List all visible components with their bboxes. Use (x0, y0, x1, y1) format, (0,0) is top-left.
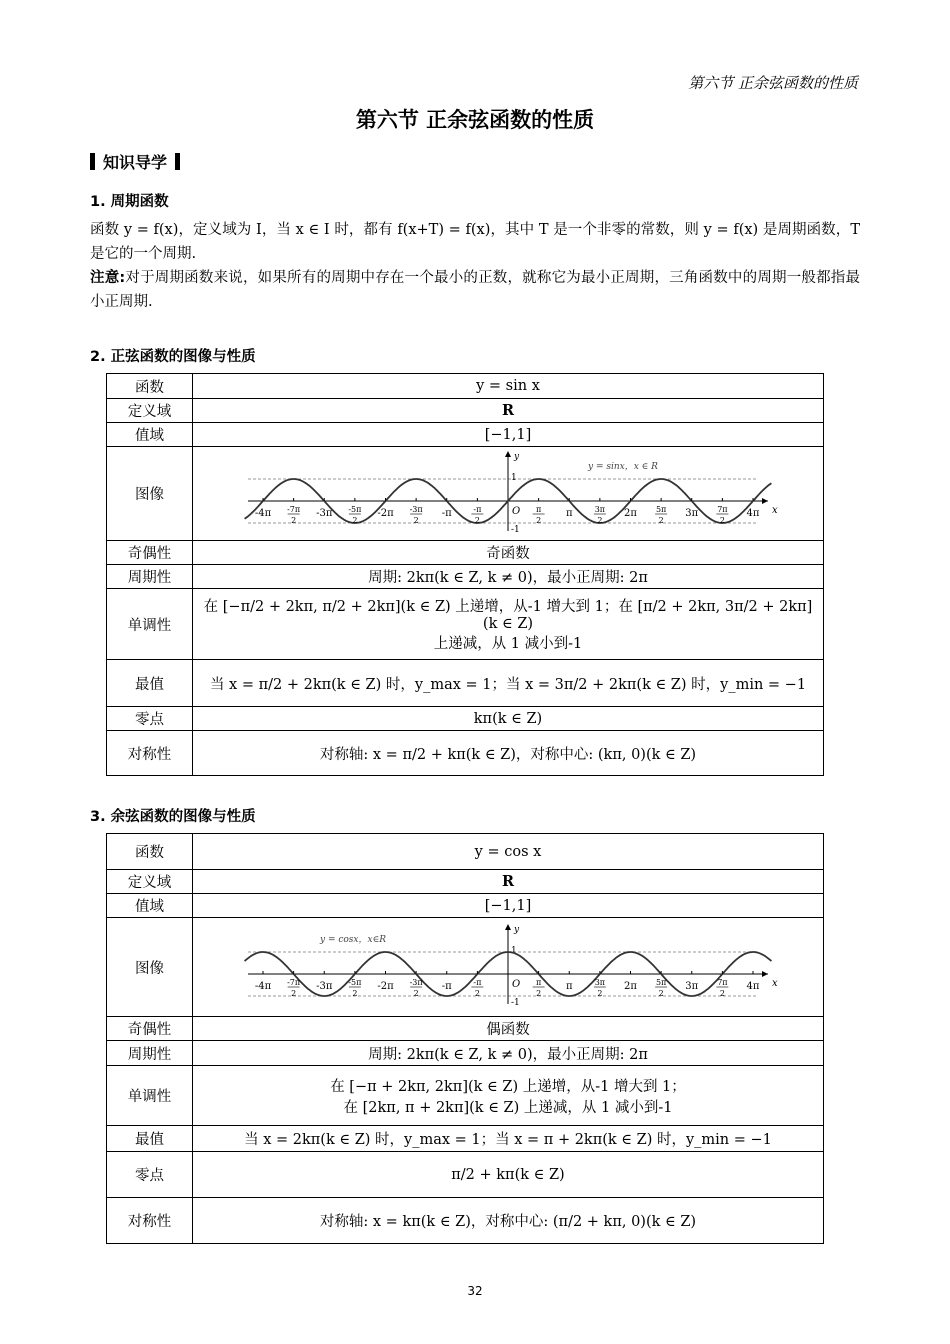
table-row (107, 870, 824, 894)
periodic-note (90, 266, 860, 314)
x-tick-denominator: 2 (536, 989, 542, 998)
row-value: 周期: 2kπ(k ∈ Z, k ≠ 0)，最小正周期: 2π (193, 565, 824, 589)
table-row (107, 541, 824, 565)
row-label: 函数 (107, 374, 193, 399)
y-axis-label: y (514, 925, 520, 935)
graph-legend: y = cosx，x∈R (320, 935, 387, 945)
row-value (193, 1066, 824, 1126)
x-axis-arrow (762, 971, 768, 977)
x-tick-denominator: 2 (291, 989, 297, 998)
table-row (107, 447, 824, 541)
note-label: 注意: (90, 270, 126, 286)
x-tick-label: -4π (254, 507, 272, 519)
row-value: kπ(k ∈ Z) (193, 707, 824, 731)
x-tick-label: 4π (746, 981, 760, 992)
row-value (193, 589, 824, 660)
row-value: R (193, 870, 824, 894)
row-value: 奇函数 (193, 541, 824, 565)
x-tick-denominator: 2 (291, 515, 297, 525)
x-tick-label: 4π (746, 507, 760, 519)
y-bottom-label: -1 (511, 524, 520, 535)
x-tick-numerator: -3π (409, 504, 423, 514)
row-label: 定义域 (107, 399, 193, 423)
x-tick-denominator: 2 (658, 515, 664, 525)
x-tick-numerator: -7π (287, 978, 301, 987)
x-tick-denominator: 2 (597, 515, 603, 525)
row-value-line: 上递减，从 1 减小到-1 (433, 636, 583, 652)
y-axis-arrow (505, 924, 511, 930)
y-top-label: 1 (511, 472, 517, 483)
table-row (107, 565, 824, 589)
x-tick-denominator: 2 (474, 515, 480, 525)
table-row (107, 423, 824, 447)
x-axis-label: x (772, 978, 778, 989)
x-axis-label: x (772, 504, 778, 516)
page-number: 32 (467, 1284, 483, 1298)
x-tick-numerator: -5π (348, 504, 362, 514)
y-axis-arrow (505, 451, 511, 457)
table-row (107, 1066, 824, 1126)
sine-graph (228, 449, 788, 539)
row-value: y = cos x (193, 834, 824, 870)
x-tick-denominator: 2 (413, 989, 419, 998)
x-tick-numerator: 3π (594, 504, 606, 514)
page-title: 第六节 正余弦函数的性质 (355, 108, 595, 132)
row-value: 偶函数 (193, 1017, 824, 1041)
row-label: 值域 (107, 894, 193, 918)
x-tick-denominator: 2 (536, 515, 542, 525)
y-axis-label: y (514, 451, 520, 462)
x-tick-numerator: -5π (348, 978, 362, 987)
x-tick-numerator: -π (473, 978, 482, 987)
row-value: [−1,1] (193, 894, 824, 918)
x-tick-numerator: 5π (655, 978, 667, 987)
x-tick-denominator: 2 (719, 989, 725, 998)
table-row (107, 1198, 824, 1244)
table-row (107, 918, 824, 1017)
x-tick-label: π (565, 507, 573, 519)
sine-graph-cell (193, 447, 824, 541)
x-tick-label: 2π (624, 507, 637, 519)
row-label: 图像 (107, 447, 193, 541)
table-row (107, 589, 824, 660)
x-tick-label: -3π (316, 981, 333, 992)
x-tick-numerator: -7π (287, 504, 301, 514)
table-row (107, 1017, 824, 1041)
x-tick-label: -2π (377, 981, 394, 992)
sine-heading: 2. 正弦函数的图像与性质 (90, 349, 256, 365)
x-tick-denominator: 2 (413, 515, 419, 525)
table-row (107, 660, 824, 707)
table-row (107, 1041, 824, 1066)
section-heading-text: 知识导学 (103, 153, 168, 172)
x-tick-label: 2π (624, 981, 637, 992)
row-label: 周期性 (107, 565, 193, 589)
row-label: 对称性 (107, 731, 193, 776)
row-label: 值域 (107, 423, 193, 447)
x-tick-numerator: -π (473, 504, 482, 514)
graph-legend: y = sinx，x ∈ R (588, 461, 658, 472)
row-value-line: 在 [2kπ, π + 2kπ](k ∈ Z) 上递减，从 1 减小到-1 (343, 1099, 673, 1116)
heading-bar-left (90, 153, 95, 170)
note-text: 对于周期函数来说，如果所有的周期中存在一个最小的正数，就称它为最小正周期，三角函数中的周期一般都指最小正周期. (90, 270, 860, 310)
x-tick-denominator: 2 (352, 515, 358, 525)
periodic-definition: 函数 y = f(x)，定义域为 I，当 x ∈ I 时，都有 f(x+T) = f(x)，其中 T 是一个非零的常数，则 y = f(x) 是周期函数，T 是它的一个周期. (90, 222, 860, 262)
x-tick-denominator: 2 (352, 989, 358, 998)
row-label: 单调性 (107, 1066, 193, 1126)
table-row (107, 894, 824, 918)
x-tick-denominator: 2 (658, 989, 664, 998)
table-row (107, 1152, 824, 1198)
x-tick-label: -3π (316, 507, 333, 519)
row-label: 图像 (107, 918, 193, 1017)
sine-table (106, 373, 824, 776)
x-tick-numerator: π (535, 504, 542, 514)
origin-label: O (512, 505, 521, 517)
table-row (107, 1126, 824, 1152)
x-tick-label: 3π (685, 981, 699, 992)
x-tick-label: -4π (254, 981, 272, 992)
x-tick-denominator: 2 (474, 989, 480, 998)
cosine-heading: 3. 余弦函数的图像与性质 (90, 809, 256, 825)
heading-bar-right (175, 153, 180, 170)
row-value: 当 x = 2kπ(k ∈ Z) 时，y_max = 1；当 x = π + 2kπ(k ∈ Z) 时，y_min = −1 (193, 1126, 824, 1152)
x-tick-label: π (565, 981, 573, 992)
x-axis-arrow (762, 498, 768, 504)
row-value-line: 在 [−π/2 + 2kπ, π/2 + 2kπ](k ∈ Z) 上递增，从-1 增大到 1；在 [π/2 + 2kπ, 3π/2 + 2kπ](k ∈ Z) (203, 599, 813, 632)
row-value: 对称轴: x = kπ(k ∈ Z)，对称中心: (π/2 + kπ, 0)(k ∈ Z) (193, 1198, 824, 1244)
x-tick-numerator: 3π (594, 978, 606, 987)
row-label: 奇偶性 (107, 541, 193, 565)
running-title: 第六节 正余弦函数的性质 (688, 74, 858, 92)
y-bottom-label: -1 (511, 998, 520, 1008)
row-value: π/2 + kπ(k ∈ Z) (193, 1152, 824, 1198)
table-row (107, 707, 824, 731)
section-heading (90, 150, 180, 173)
row-label: 单调性 (107, 589, 193, 660)
cosine-table (106, 833, 824, 1244)
x-tick-label: -π (441, 981, 452, 992)
origin-label: O (512, 979, 521, 990)
x-tick-denominator: 2 (597, 989, 603, 998)
row-label: 定义域 (107, 870, 193, 894)
cosine-graph-cell (193, 918, 824, 1017)
table-row (107, 834, 824, 870)
x-tick-label: -π (441, 507, 452, 519)
row-label: 对称性 (107, 1198, 193, 1244)
table-row (107, 374, 824, 399)
row-label: 周期性 (107, 1041, 193, 1066)
row-label: 函数 (107, 834, 193, 870)
row-value: 对称轴: x = π/2 + kπ(k ∈ Z)，对称中心: (kπ, 0)(k ∈ Z) (193, 731, 824, 776)
row-label: 零点 (107, 707, 193, 731)
row-value: 当 x = π/2 + 2kπ(k ∈ Z) 时，y_max = 1；当 x = 3π/2 + 2kπ(k ∈ Z) 时，y_min = −1 (193, 660, 824, 707)
periodic-heading: 1. 周期函数 (90, 194, 169, 210)
x-tick-numerator: 7π (717, 978, 728, 987)
x-tick-numerator: -3π (409, 978, 423, 987)
row-value-line: 在 [−π + 2kπ, 2kπ](k ∈ Z) 上递增，从-1 增大到 1； (330, 1078, 686, 1095)
x-tick-numerator: π (535, 978, 542, 987)
x-tick-numerator: 7π (717, 504, 728, 514)
x-tick-denominator: 2 (719, 515, 725, 525)
x-tick-label: 3π (685, 507, 699, 519)
table-row (107, 731, 824, 776)
row-value: [−1,1] (193, 423, 824, 447)
cosine-graph (228, 922, 788, 1012)
row-label: 零点 (107, 1152, 193, 1198)
y-top-label: 1 (511, 946, 517, 956)
row-value: 周期: 2kπ(k ∈ Z, k ≠ 0)，最小正周期: 2π (193, 1041, 824, 1066)
x-tick-label: -2π (377, 507, 394, 519)
table-row (107, 399, 824, 423)
row-value: y = sin x (193, 374, 824, 399)
row-label: 最值 (107, 1126, 193, 1152)
row-value: R (193, 399, 824, 423)
row-label: 奇偶性 (107, 1017, 193, 1041)
row-label: 最值 (107, 660, 193, 707)
x-tick-numerator: 5π (655, 504, 667, 514)
